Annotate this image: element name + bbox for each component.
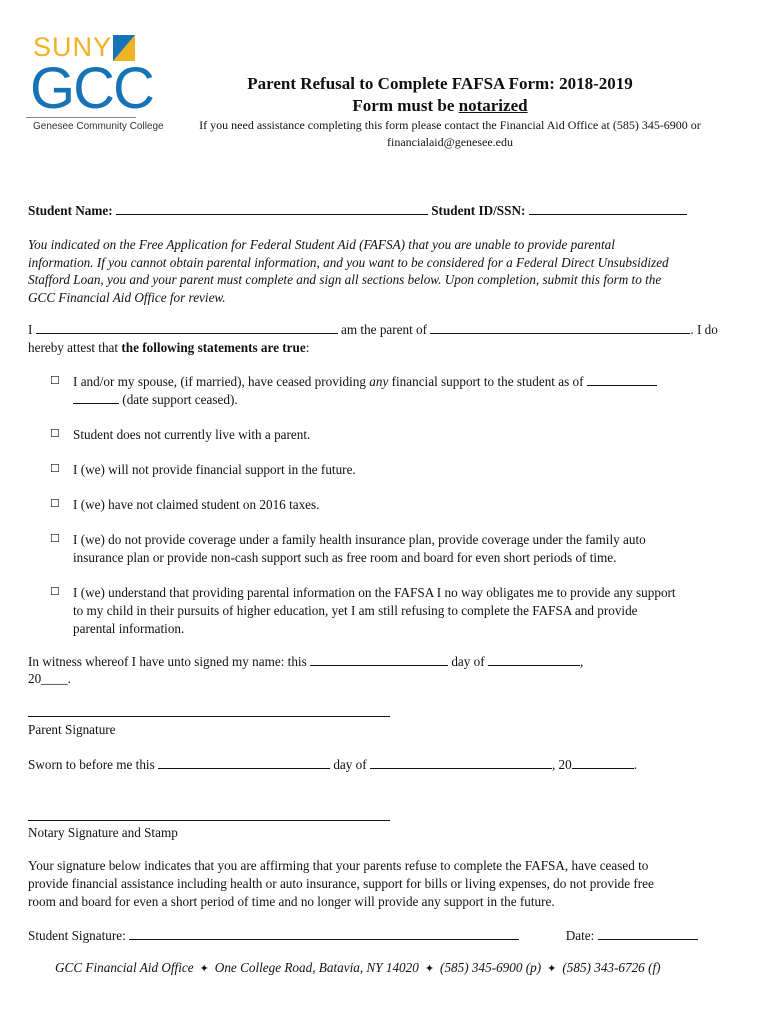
statement-1-text-a: I and/or my spouse, (if married), have ceased providing <box>73 374 370 389</box>
intro-line: Stafford Loan, you and your parent must complete and sign all sections below. Upon completion, submit this form to the <box>28 272 662 287</box>
assistance-email: financialaid@genesee.edu <box>387 135 513 149</box>
statement-2-checkbox[interactable]: ☐ <box>50 428 60 440</box>
statement-5-line: insurance plan or provide non-cash support such as free room and board for even short periods of time. <box>73 550 617 565</box>
statement-6-line: to my child in their pursuits of higher education, yet I am still refusing to complete the FAFSA and provide <box>73 603 638 618</box>
subtitle-prefix: Form must be <box>352 96 459 115</box>
support-ceased-date-field-2[interactable] <box>73 391 119 404</box>
statement-1-line-1 <box>73 373 740 391</box>
attest-line <box>28 321 742 338</box>
intro-line: GCC Financial Aid Office for review. <box>28 289 226 305</box>
student-date-field[interactable] <box>598 927 698 940</box>
assistance-line-1: If you need assistance completing this form please contact the Financial Aid Office at (585) 345-6900 or <box>199 118 701 132</box>
student-id-field[interactable] <box>529 202 687 215</box>
attest-parent-of: am the parent of <box>341 322 428 337</box>
form-title: Parent Refusal to Complete FAFSA Form: 2018-2019 <box>247 74 633 93</box>
subtitle-notarized: notarized <box>458 96 528 115</box>
affirm-paragraph <box>28 857 740 911</box>
sworn-day-field[interactable] <box>158 756 330 769</box>
statement-1-text-c: (date support ceased). <box>119 392 238 407</box>
logo-gcc-text: GCC <box>30 56 153 121</box>
footer-separator-icon: ✦ <box>424 963 435 975</box>
attest-i-do: . I do <box>690 322 718 337</box>
statement-1-line-2 <box>73 391 740 409</box>
student-info-row <box>28 202 687 219</box>
sworn-year-prefix: , 20 <box>551 757 572 772</box>
student-date-label: Date: <box>565 928 595 943</box>
footer-separator-icon: ✦ <box>547 963 557 975</box>
witness-year[interactable]: 20____. <box>28 671 71 686</box>
student-signature-label: Student Signature: <box>28 928 126 943</box>
footer-fax: (585) 343-6726 (f) <box>562 960 661 975</box>
footer-office: GCC Financial Aid Office <box>55 960 194 975</box>
intro-paragraph <box>28 236 740 306</box>
sworn-year-field[interactable] <box>572 756 634 769</box>
witness-month-field[interactable] <box>488 653 580 666</box>
logo-divider <box>26 117 136 118</box>
attest-prefix: hereby attest that <box>28 340 122 355</box>
parent-signature-line[interactable] <box>28 716 390 717</box>
statement-5-checkbox[interactable]: ☐ <box>50 533 60 545</box>
footer-phone: (585) 345-6900 (p) <box>440 960 542 975</box>
attest-suffix: : <box>305 340 310 355</box>
witness-day-field[interactable] <box>310 653 448 666</box>
footer <box>55 960 735 976</box>
affirm-line: Your signature below indicates that you are affirming that your parents refuse to complete the FAFSA, have ceased to <box>28 858 649 873</box>
logo-suny-text: SUNY <box>33 32 113 62</box>
statement-4: I (we) have not claimed student on 2016 taxes. <box>73 497 320 512</box>
statement-5 <box>73 531 740 567</box>
student-id-label: Student ID/SSN: <box>431 203 526 218</box>
statement-6-line: parental information. <box>73 621 185 636</box>
statement-3: I (we) will not provide financial support in the future. <box>73 462 356 477</box>
statement-6-line: I (we) understand that providing parental information on the FAFSA I no way obligates me to provide any support <box>73 585 676 600</box>
parent-name-field[interactable] <box>36 321 338 334</box>
student-name-label: Student Name: <box>28 203 113 218</box>
footer-address: One College Road, Batavia, NY 14020 <box>214 960 419 975</box>
affirm-line: room and board for even a short period of time and no longer will provide any support in the future. <box>28 894 555 909</box>
witness-line <box>28 653 583 670</box>
attest-line-2 <box>28 339 309 356</box>
sworn-end: . <box>633 757 638 772</box>
student-signature-row <box>28 927 742 944</box>
footer-separator-icon: ✦ <box>199 963 209 975</box>
witness-comma: , <box>579 654 584 669</box>
statement-3-checkbox[interactable]: ☐ <box>50 463 60 475</box>
affirm-line: provide financial assistance including health or auto insurance, support for bills or living expenses, do not provide free <box>28 876 654 891</box>
sworn-prefix: Sworn to before me this <box>28 757 155 772</box>
sworn-line <box>28 756 637 773</box>
attest-i: I <box>28 322 33 337</box>
witness-prefix: In witness whereof I have unto signed my name: this <box>28 654 307 669</box>
logo-college-name: Genesee Community College <box>33 121 164 132</box>
notary-signature-line[interactable] <box>28 820 390 821</box>
statement-1 <box>73 373 740 409</box>
statement-1-text-b: financial support to the student as of <box>388 374 584 389</box>
statement-6 <box>73 584 740 638</box>
student-name-field-2[interactable] <box>430 321 690 334</box>
attest-bold: the following statements are true <box>121 340 306 355</box>
support-ceased-date-field[interactable] <box>587 373 657 386</box>
form-subtitle <box>160 95 720 117</box>
statement-2: Student does not currently live with a parent. <box>73 427 311 442</box>
intro-line: information. If you cannot obtain parental information, and you want to be considered for a Federal Direct Unsubsidized <box>28 254 669 270</box>
sworn-day-of: day of <box>333 757 367 772</box>
student-signature-field[interactable] <box>129 927 519 940</box>
intro-line: You indicated on the Free Application for Federal Student Aid (FAFSA) that you are unable to provide parental <box>28 237 615 252</box>
witness-day-of: day of <box>451 654 485 669</box>
statement-1-checkbox[interactable]: ☐ <box>50 375 60 387</box>
statement-6-checkbox[interactable]: ☐ <box>50 586 60 598</box>
statement-4-checkbox[interactable]: ☐ <box>50 498 60 510</box>
parent-signature-label: Parent Signature <box>28 722 116 737</box>
notary-label: Notary Signature and Stamp <box>28 825 178 840</box>
sworn-month-field[interactable] <box>370 756 552 769</box>
statement-5-line: I (we) do not provide coverage under a family health insurance plan, provide coverage under the family auto <box>73 532 646 547</box>
assistance-note <box>170 117 730 151</box>
statement-1-any: any <box>369 374 389 389</box>
student-name-field[interactable] <box>116 202 428 215</box>
